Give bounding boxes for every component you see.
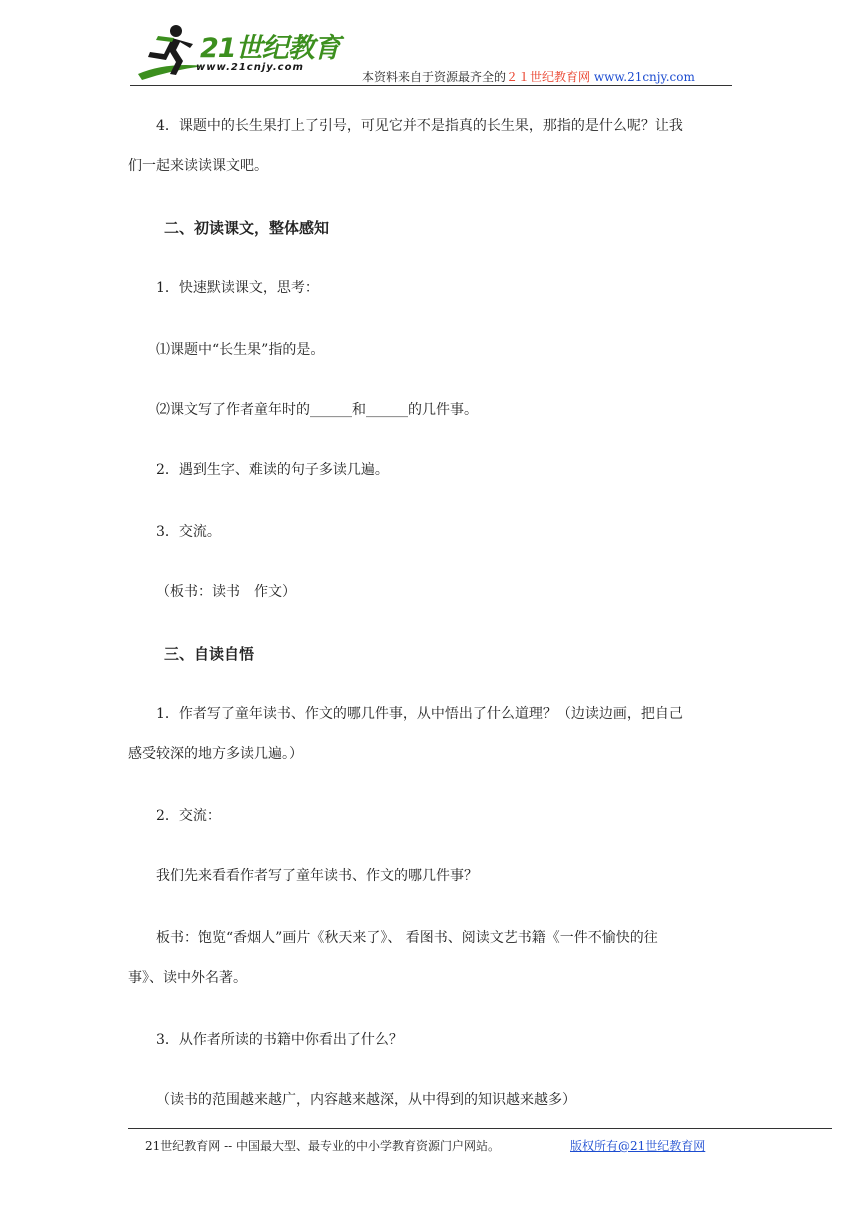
paragraph-line: 们一起来读读课文吧。 (128, 158, 268, 174)
paragraph-question-3: 3．从作者所读的书籍中你看出了什么？ (156, 1032, 403, 1048)
paragraph-line: 1．作者写了童年读书、作文的哪几件事，从中悟出了什么道理？（边读边画，把自己 (156, 706, 683, 722)
paragraph-question-1: ⑴课题中“长生果”指的是。 (156, 342, 325, 358)
footer-text: 21世纪教育网 -- 中国最大型、最专业的中小学教育资源门户网站。 (145, 1139, 501, 1153)
copyright-link[interactable]: 版权所有@21世纪教育网 (570, 1139, 706, 1153)
runner-logo-icon (136, 22, 206, 82)
logo-url: www.21cnjy.com (196, 62, 304, 73)
logo-title: 21世纪教育 (200, 33, 340, 64)
source-prefix: 本资料来自于资源最齐全的 (362, 70, 507, 84)
paragraph-4 (128, 106, 732, 186)
paragraph-answer: （读书的范围越来越广，内容越来越深，从中得到的知识越来越多） (156, 1092, 576, 1108)
header-divider (130, 85, 732, 86)
paragraph-question-2: ⑵课文写了作者童年时的______和______的几件事。 (156, 402, 478, 418)
footer-divider (128, 1128, 832, 1129)
paragraph-line: 板书：饱览“香烟人”画片《秋天来了》、 看图书、阅读文艺书籍《一件不愉快的往 (156, 930, 658, 946)
paragraph-exchange-2: 2．交流： (156, 808, 221, 824)
source-line (362, 68, 695, 85)
paragraph-board-books (128, 918, 732, 998)
paragraph-line: 事》、读中外名著。 (128, 970, 247, 986)
paragraph-look-events: 我们先来看看作者写了童年读书、作文的哪几件事？ (156, 868, 478, 884)
paragraph-read-again: 2．遇到生字、难读的句子多读几遍。 (156, 462, 389, 478)
source-url-link[interactable]: www.21cnjy.com (593, 70, 695, 84)
page-header (0, 0, 860, 90)
paragraph-exchange: 3．交流。 (156, 524, 221, 540)
paragraph-self-read (128, 694, 732, 774)
paragraph-line: 4．课题中的长生果打上了引号，可见它并不是指真的长生果，那指的是什么呢？让我 (156, 118, 683, 134)
section-heading-3: 三、自读自悟 (164, 645, 255, 663)
site-logo[interactable] (136, 22, 340, 82)
paragraph-read-quickly: 1．快速默读课文，思考： (156, 280, 319, 296)
source-site-link[interactable]: ２１世纪教育网 (506, 70, 591, 84)
paragraph-line: 感受较深的地方多读几遍。） (128, 746, 303, 762)
paragraph-board-note: （板书：读书 作文） (156, 584, 296, 600)
section-heading-2: 二、初读课文，整体感知 (164, 219, 330, 237)
